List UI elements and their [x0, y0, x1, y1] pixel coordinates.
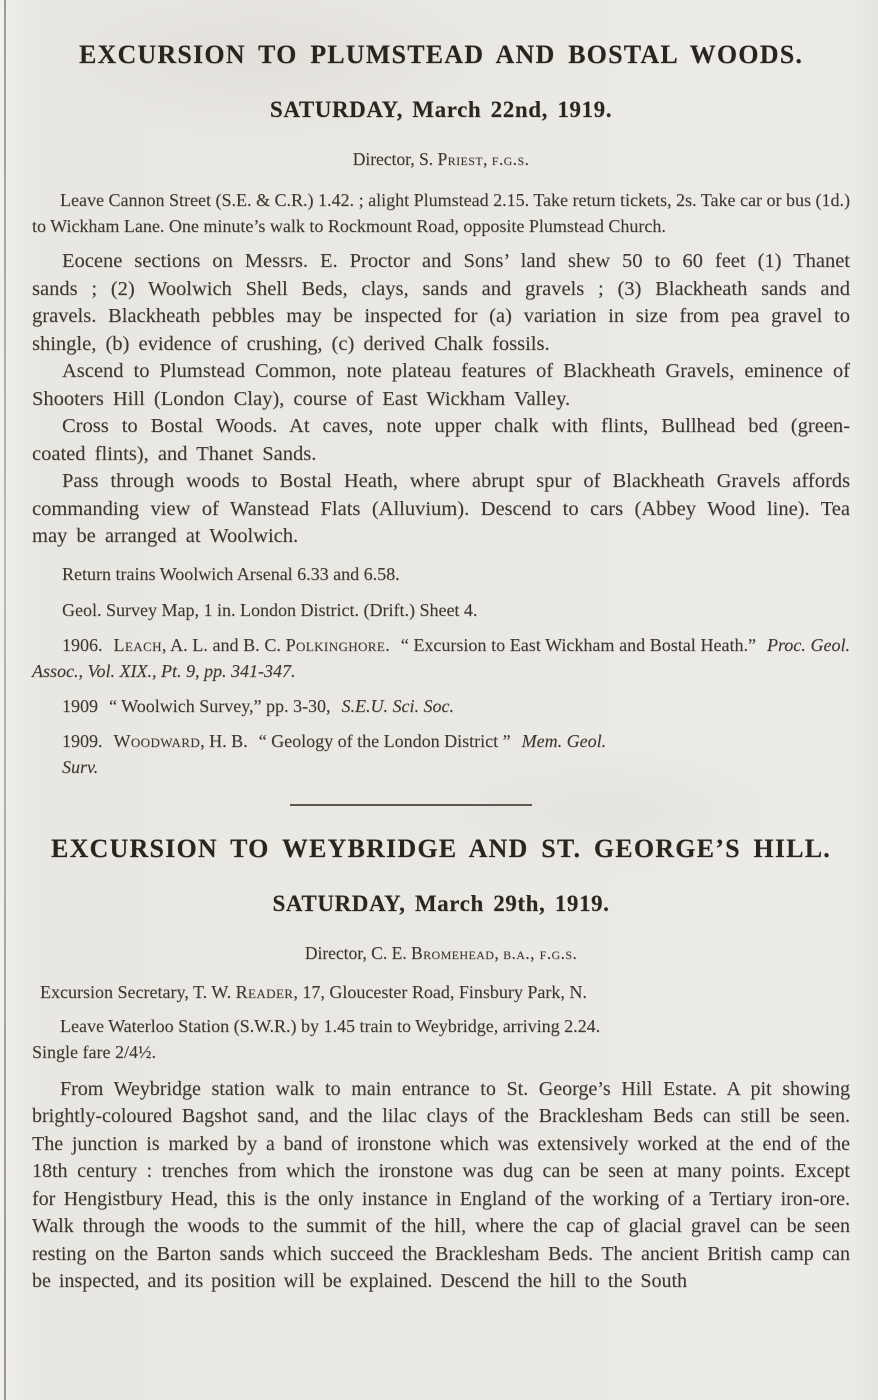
paragraph-cross-bostal-woods: Cross to Bostal Woods. At caves, note upper chalk with flints, Bullhead bed (green-coated flints), and Thanet Sands. [32, 415, 850, 465]
reference-author-end: . [385, 634, 390, 655]
reference-title: “ Excursion to East Wickham and Bostal Heath.” [400, 634, 756, 655]
director-label: Director, C. E. [304, 942, 412, 963]
reference-author-surname: Woodward [113, 730, 201, 751]
director-line-plumstead [32, 148, 850, 170]
travel-line-2-fare: Single fare 2/4½. [32, 1041, 156, 1062]
secretary-label: Excursion Secretary, T. W. [40, 981, 236, 1002]
director-credentials: b.a., f.g.s. [503, 942, 578, 963]
bibliography-entry-1906 [32, 632, 850, 684]
reference-source: Proc. Geol. Assoc., Vol. XIX., Pt. 9, pp. 341-347. [32, 634, 850, 681]
section-divider-rule [290, 804, 532, 806]
director-separator: , [483, 149, 492, 169]
director-line-weybridge [32, 942, 850, 964]
reference-author-surname: Leach [113, 634, 162, 655]
travel-instructions-weybridge [32, 1013, 850, 1065]
travel-instructions-plumstead: Leave Cannon Street (S.E. & C.R.) 1.42. ; alight Plumstead 2.15. Take return tickets, 2s. Take car or bus (1d.) to Wickham Lane. One minute’s walk to Rockmount Road, opposite Plumstead Church. [32, 190, 850, 236]
reference-year: 1909. [62, 730, 103, 751]
reference-author-end: , H. B. [200, 730, 248, 751]
bibliography-entry-1909-woodward [32, 728, 850, 780]
director-credentials: f.g.s. [491, 149, 530, 169]
reference-source: S.E.U. Sci. Soc. [341, 695, 454, 716]
director-separator: , [494, 942, 504, 963]
reference-source-line1: Mem. Geol. [521, 730, 607, 751]
return-trains-note: Return trains Woolwich Arsenal 6.33 and 6.58. [62, 563, 400, 584]
paragraph-bostal-heath: Pass through woods to Bostal Heath, where abrupt spur of Blackheath Gravels affords commanding view of Wanstead Flats (Alluvium). Descend to cars (Abbey Wood line). Tea may be arranged at Woolwich. [32, 470, 850, 547]
excursion-plumstead-section [32, 40, 850, 780]
reference-author-middle: , A. L. and B. C. [161, 634, 286, 655]
bibliography-entry-1909-woolwich [32, 693, 850, 719]
reference-year: 1906. [62, 634, 103, 655]
reference-title: “ Woolwich Survey,” pp. 3-30, [109, 695, 331, 716]
paragraph-weybridge-itinerary: From Weybridge station walk to main entrance to St. George’s Hill Estate. A pit showing brightly-coloured Bagshot sand, and the lilac clays of the Bracklesham Beds can still be seen. The junction is marked by a band of ironstone which was extensively worked at the end of the 18th century : trenches from which the ironstone was dug can be seen at many points. Except for Hengistbury Head, this is the only instance in England of the working of a Tertiary iron-ore. Walk through the woods to the summit of the hill, where the cap of glacial gravel can be seen resting on the Barton sands which succeed the Bracklesham Beds. The ancient British camp can be inspected, and its position will be explained. Descend the hill to the South [32, 1077, 850, 1292]
excursion-plumstead-title: EXCURSION TO PLUMSTEAD AND BOSTAL WOODS. [78, 40, 804, 69]
reference-year: 1909 [62, 695, 98, 716]
excursion-weybridge-title: EXCURSION TO WEYBRIDGE AND ST. GEORGE’S HILL. [51, 833, 831, 863]
survey-map-note: Geol. Survey Map, 1 in. London District. (Drift.) Sheet 4. [62, 599, 478, 620]
excursion-weybridge-date: SATURDAY, March 29th, 1919. [272, 890, 610, 916]
travel-line-1: Leave Waterloo Station (S.W.R.) by 1.45 train to Weybridge, arriving 2.24. [60, 1015, 601, 1036]
binding-edge-line [4, 0, 6, 1400]
secretary-name: Reader [235, 981, 294, 1002]
itinerary-paragraphs-plumstead [32, 248, 850, 551]
reference-author-surname2: Polkinghore [285, 634, 386, 655]
paragraph-ascend-plumstead-common: Ascend to Plumstead Common, note plateau features of Blackheath Gravels, eminence of Shooters Hill (London Clay), course of East Wickham Valley. [32, 360, 850, 410]
director-name: Bromehead [411, 942, 495, 963]
excursion-secretary-line [32, 981, 850, 1004]
director-label: Director, S. [352, 149, 438, 169]
reference-title: “ Geology of the London District ” [258, 730, 511, 751]
paragraph-eocene-sections: Eocene sections on Messrs. E. Proctor and Sons’ land shew 50 to 60 feet (1) Thanet sands ; (2) Woolwich Shell Beds, clays, sands and gravels ; (3) Blackheath sands and gravels. Blackheath pebbles may be inspected for (a) variation in size from pea gravel to shingle, (b) evidence of crushing, (c) derived Chalk fossils. [32, 250, 850, 355]
director-name: Priest [437, 149, 483, 169]
reference-source-line2: Surv. [62, 756, 99, 777]
excursion-plumstead-date: SATURDAY, March 22nd, 1919. [269, 97, 613, 122]
excursion-weybridge-section [32, 834, 850, 1296]
secretary-address: , 17, Gloucester Road, Finsbury Park, N. [293, 981, 587, 1002]
